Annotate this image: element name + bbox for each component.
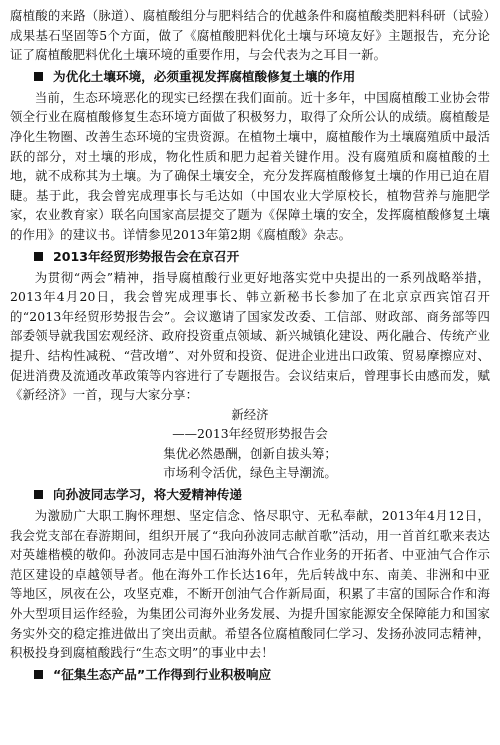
section-heading-text: 向孙波同志学习，将大爱精神传递 bbox=[53, 487, 242, 503]
square-bullet-icon bbox=[34, 72, 43, 81]
section-paragraph: 为贯彻“两会”精神，指导腐植酸行业更好地落实党中央提出的一系列战略举措，2013年4月20日，我会曾宪成理事长、韩立新秘书长参加了在北京京西宾馆召开的“2013年经贸形势报告会”。会议邀请了国家发改委、工信部、财政部、商务部等四部委领导就我国宏观经济、政府投资重点领域、新兴城镇化建设、两化融合、传统产业提升、结构性减税、“营改增”、对外贸和投资、促进企业进出口政策、贸易摩擦应对、促进消费及流通改革政策等内容进行了专题报告。会议结束后，曾理事长由感而发，赋《新经济》一首，现与大家分享： bbox=[10, 269, 490, 403]
square-bullet-icon bbox=[34, 252, 43, 261]
section-paragraph: 为激励广大职工胸怀理想、坚定信念、恪尽职守、无私奉献，2013年4月12日，我会党支部在春游期间，组织开展了“我向孙波同志献首歌”活动，用一首首红歌来表达对英雄楷模的敬仰。孙波同志是中国石油海外油气合作业务的开拓者、中亚油气合作示范区建设的卓越领导者。他在海外工作长达16年，先后转战中东、南美、非洲和中亚等地区，夙夜在公，攻坚克难，不断开创油气合作新局面，积累了丰富的国际合作和海外大型项目运作经验，为集团公司海外业务发展、为提升国家能源安全保障能力和国家务实外交的稳定推进做出了突出贡献。希望各位腐植酸同仁学习、发扬孙波同志精神，积极投身到腐植酸践行“生态文明”的事业中去！ bbox=[10, 508, 490, 661]
section-heading bbox=[10, 664, 490, 685]
section-heading-text: “征集生态产品”工作得到行业积极响应 bbox=[53, 666, 272, 682]
poem-line: 市场利令活优，绿色主导潮流。 bbox=[163, 465, 337, 481]
section-heading bbox=[10, 66, 490, 87]
poem-line: 集优必然愚酬，创新自拔头筹； bbox=[163, 445, 337, 461]
square-bullet-icon bbox=[34, 670, 43, 679]
square-bullet-icon bbox=[34, 490, 43, 499]
section-heading-text: 2013年经贸形势报告会在京召开 bbox=[53, 248, 240, 264]
section-heading bbox=[10, 484, 490, 505]
section-heading-text: 为优化土壤环境，必须重视发挥腐植酸修复土壤的作用 bbox=[53, 68, 356, 84]
section-heading bbox=[10, 246, 490, 267]
intro-paragraph: 腐植酸的来路（脉道）、腐植酸组分与肥料结合的优越条件和腐植酸类肥料科研（试验）成果基石坚固等5个方面，做了《腐植酸肥料优化土壤与环境友好》主题报告，充分论证了腐植酸肥料优化土壤环境的重要作用，与会代表为之耳目一新。 bbox=[10, 8, 490, 63]
section-paragraph: 当前，生态环境恶化的现实已经摆在我们面前。近十多年，中国腐植酸工业协会带领全行业在腐植酸修复生态环境方面做了积极努力，取得了众所公认的成绩。腐植酸是净化生物圈、改善生态环境的宝贵资源。在植物土壤中，腐植酸作为土壤腐殖质中最活跃的部分，对土壤的形成，物化性质和肥力起着关键作用。没有腐殖质和腐植酸的土地，就不成称其为土壤。为了确保土壤安全，充分发挥腐植酸修复土壤的作用已迫在眉睫。基于此，我会曾宪成理事长与毛达如（中国农业大学原校长，植物营养与施肥学家，农业教育家）联名向国家高层提交了题为《保障土壤的安全，发挥腐植酸修复土壤的作用》的建议书。详情参见2013年第2期《腐植酸》杂志。 bbox=[10, 89, 490, 242]
poem bbox=[10, 405, 490, 483]
poem-title: 新经济 bbox=[231, 406, 269, 422]
poem-subtitle: ——2013年经贸形势报告会 bbox=[172, 426, 328, 442]
